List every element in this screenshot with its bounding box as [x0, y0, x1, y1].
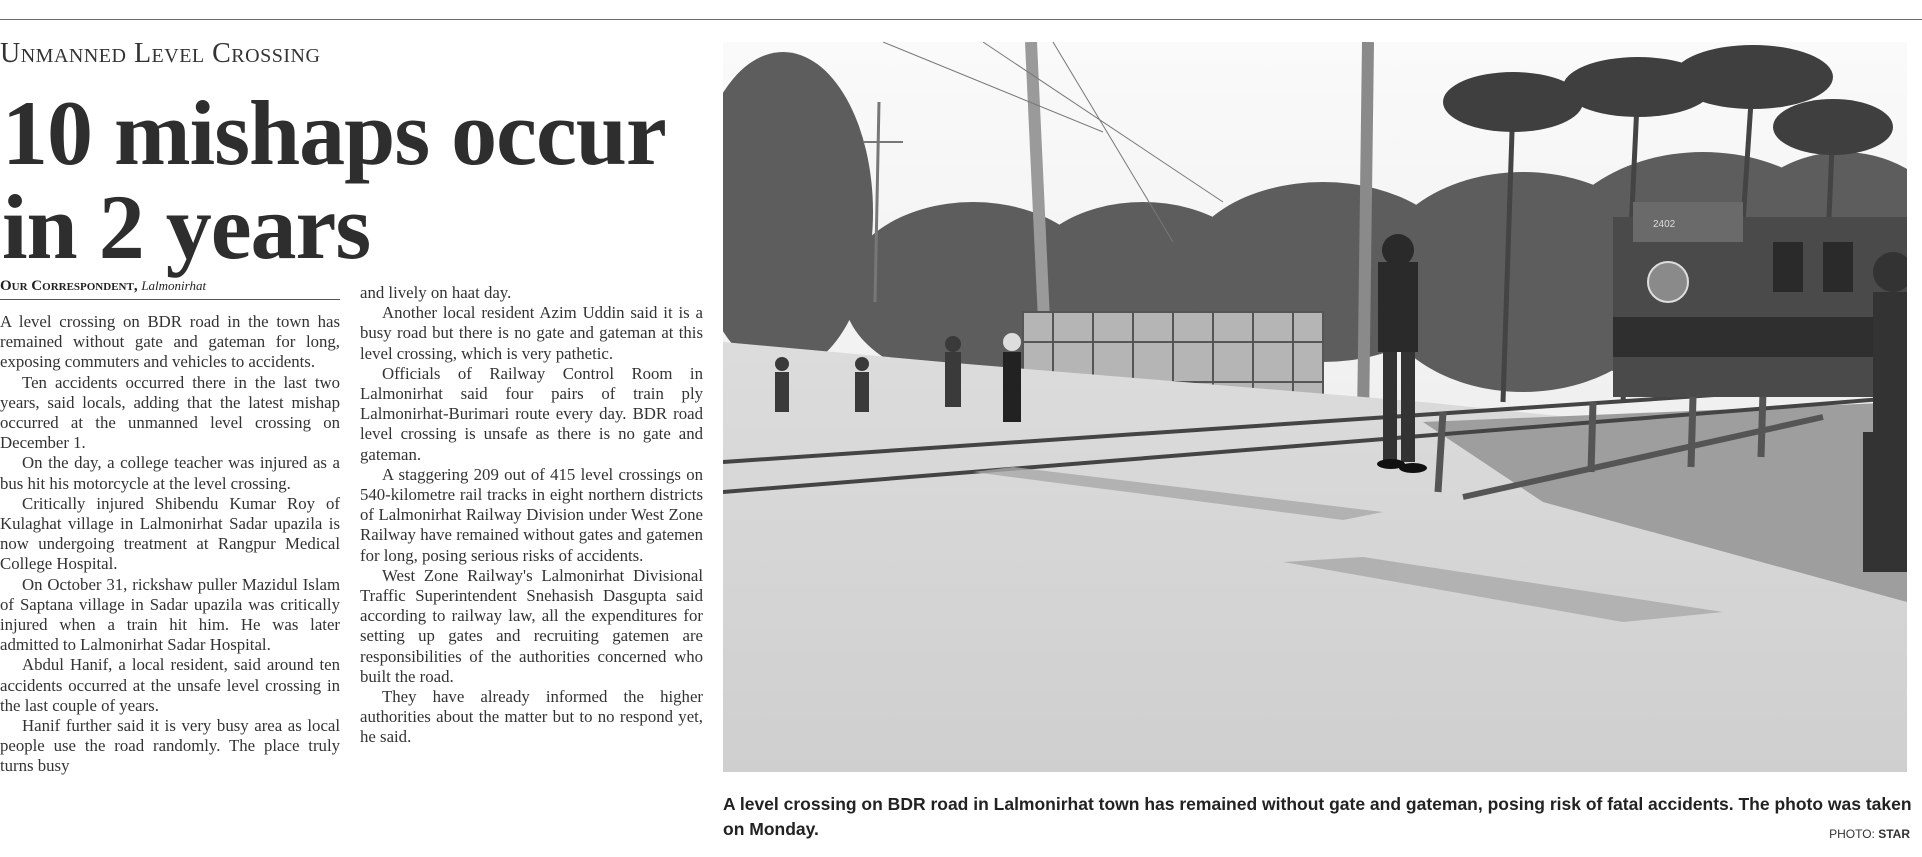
paragraph: A level crossing on BDR road in the town has remained without gate and gateman for long, exposing commuters and vehicles to accidents.: [0, 312, 340, 372]
news-photo: [723, 42, 1907, 772]
paragraph: They have already informed the higher authorities about the matter but to no respond yet, he said.: [360, 687, 703, 747]
photo-illustration: [723, 42, 1907, 772]
paragraph: West Zone Railway's Lalmonirhat Divisional Traffic Superintendent Snehasish Dasgupta said according to railway law, all the expenditures for setting up gates and recruiting gatemen are responsibilities of the authorities concerned who built the road.: [360, 565, 703, 686]
loco-number: 2402: [1653, 219, 1676, 230]
top-rule: [0, 19, 1922, 20]
credit-source: STAR: [1878, 827, 1910, 841]
photo-caption: A level crossing on BDR road in Lalmonirhat town has remained without gate and gateman, posing risk of fatal accidents. The photo was taken on Monday.: [723, 794, 1912, 839]
paragraph: On October 31, rickshaw puller Mazidul Islam of Saptana village in Sadar upazila was critically injured when a train hit him. He was later admitted to Lalmonirhat Sadar Hospital.: [0, 574, 340, 655]
paragraph: and lively on haat day.: [360, 283, 512, 302]
article-column-2: [360, 283, 703, 748]
byline-name: Our Correspondent,: [0, 278, 138, 294]
photo-credit: [1829, 827, 1910, 841]
paragraph: On the day, a college teacher was injured as a bus hit his motorcycle at the level crossing.: [0, 453, 340, 493]
article-column-1: [0, 312, 340, 777]
headline-line-1: 10 mishaps occur: [2, 82, 666, 184]
paragraph: Ten accidents occurred there in the last two years, said locals, adding that the latest mishap occurred at the unmanned level crossing on December 1.: [0, 372, 340, 453]
paragraph: Hanif further said it is very busy area as local people use the road randomly. The place truly turns busy: [0, 716, 340, 776]
article-headline: [2, 82, 702, 278]
article-kicker: Unmanned Level Crossing: [0, 38, 321, 69]
paragraph: Abdul Hanif, a local resident, said around ten accidents occurred at the unsafe level crossing in the last couple of years.: [0, 655, 340, 715]
headline-line-2: in 2 years: [2, 176, 371, 278]
paragraph: A staggering 209 out of 415 level crossings on 540-kilometre rail tracks in eight northern districts of Lalmonirhat Railway Division under West Zone Railway have remained without gates and gatemen for long, posing serious risks of accidents.: [360, 464, 703, 565]
byline: [0, 278, 340, 300]
credit-label: PHOTO:: [1829, 827, 1875, 841]
locomotive: [1613, 202, 1907, 397]
paragraph: Critically injured Shibendu Kumar Roy of Kulaghat village in Lalmonirhat Sadar upazila is now undergoing treatment at Rangpur Medical College Hospital.: [0, 493, 340, 574]
paragraph: Officials of Railway Control Room in Lalmonirhat said four pairs of train ply Lalmonirhat-Burimari route every day. BDR road level crossing is unsafe as there is no gate and gateman.: [360, 363, 703, 464]
paragraph: Another local resident Azim Uddin said it is a busy road but there is no gate and gateman at this level crossing, which is very pathetic.: [360, 303, 703, 363]
byline-place: Lalmonirhat: [141, 278, 207, 293]
